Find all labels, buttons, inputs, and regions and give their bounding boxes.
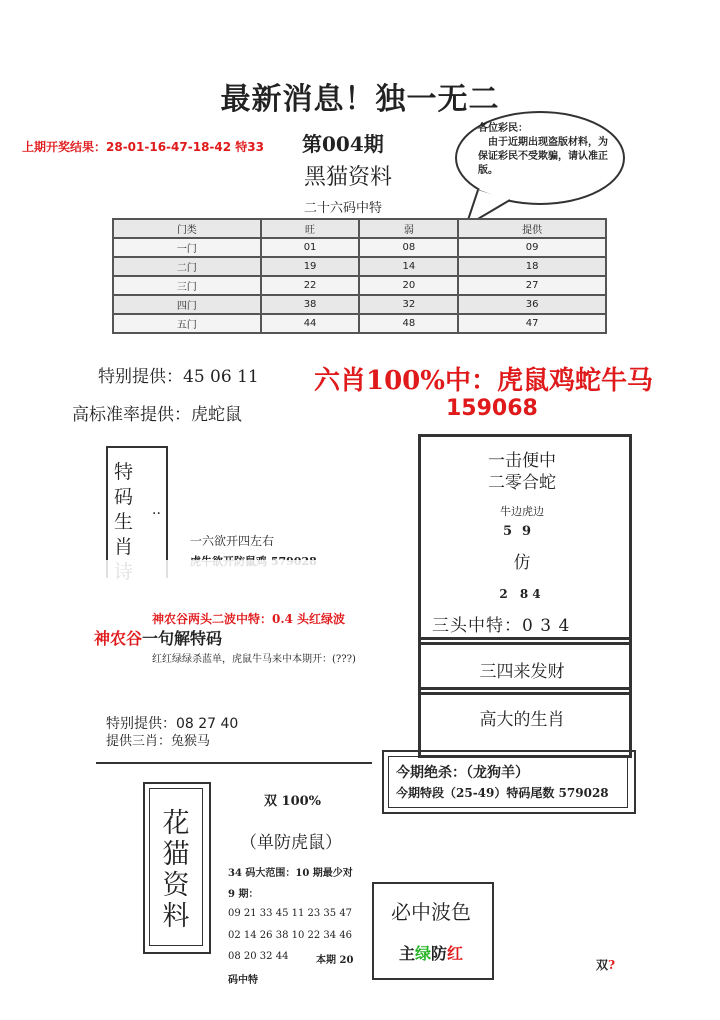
- table-cell: 08: [359, 238, 458, 257]
- flower-cat-title: [156, 808, 196, 932]
- table-cell: 32: [359, 295, 458, 314]
- number-row: 02 14 26 38 10 22 34 46: [228, 930, 353, 941]
- shennong-body: 红红绿绿杀蓝单，虎鼠牛马来中本期开：(???): [152, 654, 356, 665]
- vertical-char: 猫: [162, 839, 190, 870]
- big-number: 159068: [446, 396, 538, 421]
- vertical-char: 码: [114, 486, 134, 508]
- right-line-3: 牛边虎边: [500, 505, 544, 518]
- table-cell: 44: [261, 314, 360, 333]
- table-header-cell: 门类: [113, 219, 261, 238]
- bubble-text: 各位彩民： 由于近期出现盗版材料，为保证彩民不受欺骗，请认准正版。: [478, 123, 608, 176]
- right-line-5: 仿: [513, 553, 531, 573]
- range-line-2: 9 期：: [228, 889, 259, 900]
- vertical-char: 生: [114, 511, 134, 533]
- table-cell: 38: [261, 295, 360, 314]
- table-cell: 五门: [113, 314, 261, 333]
- right-line-1: 一击便中: [488, 451, 556, 471]
- number-row: 08 20 32 44: [228, 951, 289, 962]
- vertical-char: 资: [162, 870, 190, 901]
- table-cell: 四门: [113, 295, 261, 314]
- right-line-6: 2 84: [499, 587, 545, 601]
- table-row: [113, 257, 606, 276]
- accuracy-line: 高标准率提供：虎蛇鼠: [72, 405, 242, 425]
- table-row: [113, 314, 606, 333]
- table-cell: 22: [261, 276, 360, 295]
- special-provide: 特别提供：45 06 11: [98, 367, 259, 387]
- table-row: [113, 238, 606, 257]
- shuang-mark: [596, 956, 615, 973]
- anti-line: （单防虎鼠）: [240, 833, 342, 853]
- right-line-9: 高大的生肖: [479, 710, 565, 730]
- right-line-4: 59: [502, 524, 542, 539]
- shennong-title-red: 神农谷: [94, 629, 143, 648]
- right-line-8: 三四来发财: [479, 662, 565, 682]
- wave-main: 主: [398, 944, 415, 963]
- wave-sub: [372, 941, 490, 964]
- table-cell: 二门: [113, 257, 261, 276]
- kill-line-1: 今期绝杀：（龙狗羊）: [396, 765, 529, 781]
- table-cell: 27: [458, 276, 606, 295]
- wave-fang: 防: [431, 944, 448, 963]
- range-line-1: 34 码大范围：10 期最少对: [228, 868, 353, 879]
- dots: ··: [152, 506, 161, 522]
- poem-line-1: 一六欲开四左右: [190, 534, 275, 548]
- numbers-tail: 本期 20: [316, 955, 354, 966]
- shennong-title: [94, 626, 222, 649]
- table-cell: 48: [359, 314, 458, 333]
- vertical-char: 特: [114, 461, 134, 483]
- special-provide-2: 特别提供：08 27 40: [106, 716, 239, 732]
- previous-draw-result: 上期开奖结果：28-01-16-47-18-42 特33: [22, 140, 264, 154]
- number-table: [112, 218, 607, 334]
- table-cell: 18: [458, 257, 606, 276]
- right-line-2: 二零合蛇: [488, 473, 556, 493]
- table-row: [113, 276, 606, 295]
- kill-line-2: 今期特段（25-49）特码尾数 579028: [396, 786, 609, 800]
- shuang-question: ?: [608, 958, 616, 972]
- headline: 最新消息！独一无二: [220, 82, 500, 117]
- three-zodiac: 提供三肖：兔猴马: [106, 734, 211, 749]
- table-cell: 47: [458, 314, 606, 333]
- table-header-cell: 旺: [261, 219, 360, 238]
- fade-overlay: [0, 560, 400, 604]
- category-title: 黑猫资料: [304, 165, 393, 190]
- sub-title: 二十六码中特: [304, 201, 383, 216]
- number-row: 09 21 33 45 11 23 35 47: [228, 908, 353, 919]
- wave-green: 绿: [414, 944, 431, 963]
- table-cell: 19: [261, 257, 360, 276]
- double-line: 双 100%: [264, 794, 322, 809]
- table-header-cell: 弱: [359, 219, 458, 238]
- shennong-red-line: 神农谷两头二波中特：0.4 头红绿波: [152, 612, 346, 626]
- table-header-row: [113, 219, 606, 238]
- wave-red: 红: [447, 944, 464, 963]
- shuang-text: 双: [596, 958, 609, 972]
- table-cell: 09: [458, 238, 606, 257]
- six-zodiac-banner: 六肖100%中：虎鼠鸡蛇牛马: [314, 366, 653, 396]
- vertical-char: 花: [162, 808, 190, 839]
- table-row: [113, 295, 606, 314]
- shennong-title-black: 一句解特码: [142, 629, 223, 648]
- table-cell: 14: [359, 257, 458, 276]
- three-head-special: 三头中特：0 3 4: [432, 616, 571, 636]
- table-cell: 一门: [113, 238, 261, 257]
- issue-number: 第004期: [302, 132, 384, 156]
- table-cell: 20: [359, 276, 458, 295]
- table-cell: 36: [458, 295, 606, 314]
- table-header-cell: 提供: [458, 219, 606, 238]
- table-cell: 三门: [113, 276, 261, 295]
- numbers-end: 码中特: [228, 975, 258, 986]
- divider: [96, 762, 372, 764]
- table-cell: 01: [261, 238, 360, 257]
- vertical-char: 料: [162, 901, 190, 932]
- vertical-char: 肖: [114, 536, 134, 558]
- wave-title: 必中波色: [391, 900, 471, 924]
